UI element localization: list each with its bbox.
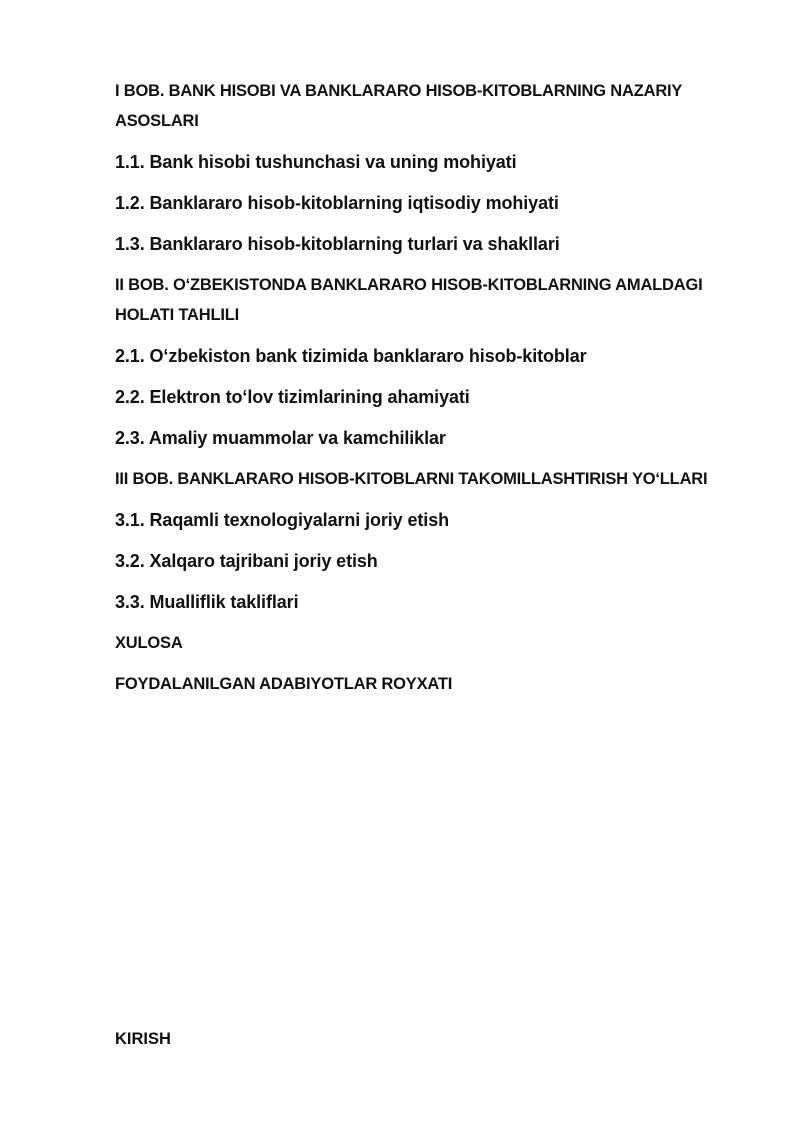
toc-chapter-1: I BOB. BANK HISOBI VA BANKLARARO HISOB-KITOBLARNING NAZARIY ASOSLARI: [115, 82, 682, 130]
toc-chapter-2: II BOB. O‘ZBEKISTONDA BANKLARARO HISOB-KITOBLARNING AMALDAGI HOLATI TAHLILI: [115, 276, 703, 324]
toc-section-1-2: 1.2. Banklararo hisob-kitoblarning iqtisodiy mohiyati: [115, 193, 559, 213]
toc-chapter-3: III BOB. BANKLARARO HISOB-KITOBLARNI TAKOMILLASHTIRISH YO‘LLARI: [115, 470, 708, 488]
toc-section-2-2: 2.2. Elektron to‘lov tizimlarining ahamiyati: [115, 387, 470, 407]
toc-references: FOYDALANILGAN ADABIYOTLAR ROYXATI: [115, 675, 453, 693]
toc-section-1-3: 1.3. Banklararo hisob-kitoblarning turlari va shakllari: [115, 234, 560, 254]
toc-section-1-1: 1.1. Bank hisobi tushunchasi va uning mohiyati: [115, 152, 517, 172]
toc-conclusion: XULOSA: [115, 634, 183, 652]
toc-section-2-3: 2.3. Amaliy muammolar va kamchiliklar: [115, 428, 446, 448]
toc-section-3-3: 3.3. Mualliflik takliflari: [115, 592, 299, 612]
toc-section-3-2: 3.2. Xalqaro tajribani joriy etish: [115, 551, 378, 571]
toc-section-3-1: 3.1. Raqamli texnologiyalarni joriy etish: [115, 510, 450, 530]
toc-section-2-1: 2.1. O‘zbekiston bank tizimida banklararo hisob-kitoblar: [115, 346, 587, 366]
introduction-heading: KIRISH: [115, 1030, 171, 1048]
table-of-contents: [115, 76, 755, 710]
